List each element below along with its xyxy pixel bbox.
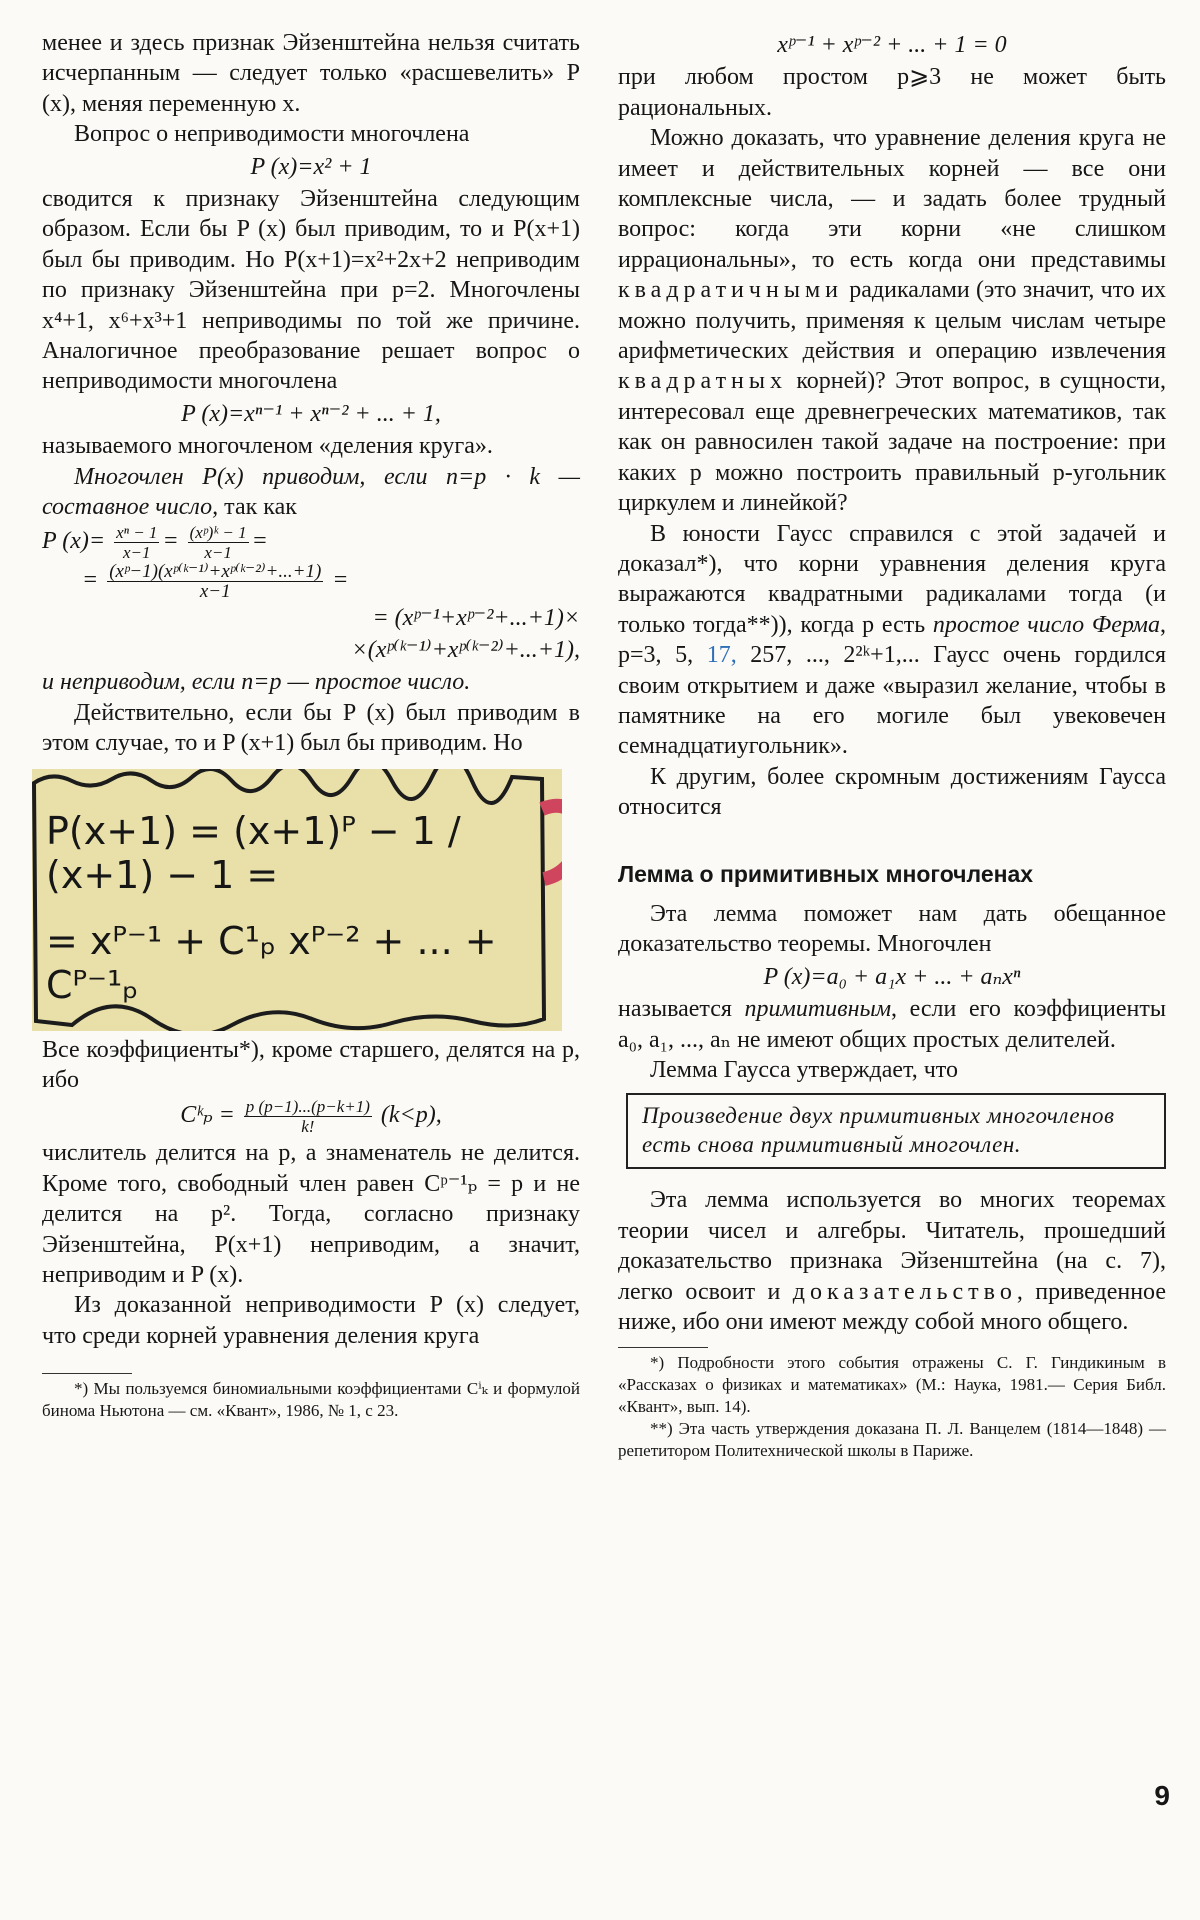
equation-line-3: = (xᵖ⁻¹+xᵖ⁻²+...+1)× [372, 604, 580, 631]
eq-lhs: P (x)= [42, 527, 106, 554]
fraction [188, 523, 249, 562]
paragraph: числитель делится на p, а знаменатель не делится. Кроме того, свободный член равен Cᵖ⁻¹ₚ = p и не делится на p². Тогда, согласно признаку Эйзенштейна, P(x+1) неприводим, а значит, неприводим и P (x). [42, 1140, 580, 1288]
footnote: *) Мы пользуемся биномиальными коэффициентами Cⁱₖ и формулой бинома Ньютона — см. «Квант», 1986, № 1, с 23. [42, 1379, 580, 1421]
fraction-denominator: k! [301, 1117, 315, 1137]
handwritten-line-2: = xᴾ⁻¹ + C¹ₚ xᴾ⁻² + ... + Cᴾ⁻¹ₚ [46, 918, 497, 1007]
fraction-numerator: p (p−1)...(p−k+1) [245, 1097, 370, 1117]
equation-line-2: = $\frac{\text{(xᵖ−1)(xᵖ⁽ᵏ⁻¹⁾+xᵖ⁽ᵏ⁻²⁾+...+1)}}{x-1}$ = [82, 560, 349, 602]
formula: P (x)=x² + 1 [250, 153, 372, 180]
spaced-term: квадратных [618, 368, 788, 395]
fraction-denominator: x−1 [204, 542, 232, 562]
fraction-denominator: x−1 [199, 580, 231, 602]
fermat-term: простое число Ферма [932, 611, 1160, 638]
text: В юности Гаусс справился с этой задачей и доказал*), что корни уравнения деления круга выражаются квадратными радикалами тогда (и только тогда**)), когда p есть [618, 520, 1166, 638]
fraction [114, 523, 159, 562]
theorem-conclusion: и неприводим, если n=p — простое число. [42, 669, 471, 696]
fraction [244, 1097, 372, 1136]
text: , приведенное ниже, ибо они имеют между собой много общего. [618, 1278, 1166, 1336]
handwritten-line-1: P(x+1) = (x+1)ᴾ − 1 / (x+1) − 1 = [46, 808, 461, 897]
handwritten-note [32, 769, 562, 1031]
paragraph: Все коэффициенты*), кроме старшего, делятся на p, ибо [42, 1036, 580, 1093]
lemma-box: Произведение двух примитивных многочленов есть снова примитивный многочлен. [626, 1093, 1166, 1169]
paragraph: Действительно, если бы P (x) был приводим в этом случае, то и P (x+1) был бы приводим. Но [42, 699, 580, 757]
right-column [618, 28, 1166, 1462]
paragraph: Из доказанной неприводимости P (x) следует, что среди корней уравнения деления круга [42, 1292, 580, 1349]
paragraph [618, 123, 1166, 518]
paragraph: называемого многочленом «деления круга». [42, 433, 493, 460]
footnote-rule [42, 1373, 132, 1374]
binomial-formula [42, 1097, 580, 1136]
fraction-numerator: (xᵖ)ᵏ − 1 [189, 522, 247, 542]
formula: P (x)=xⁿ⁻¹ + xⁿ⁻² + ... + 1, [181, 400, 441, 427]
paragraph [618, 1185, 1166, 1337]
text: Эта лемма используется во многих теоремах теории чисел и алгебры. Читатель, прошедший доказательство признака Эйзенштейна (на с. 7), легко освоит и [618, 1187, 1166, 1305]
formula: xᵖ⁻¹ + xᵖ⁻² + ... + 1 = 0 [777, 32, 1007, 58]
footnote: *) Подробности этого события отражены С. Г. Гиндикиным в «Рассказах о физиках и математиках» (М.: Наука, 1981.— Серия Библ. «Квант», вып. 14). [618, 1353, 1166, 1417]
equation-line-4: ×(xᵖ⁽ᵏ⁻¹⁾+xᵖ⁽ᵏ⁻²⁾+...+1), [351, 636, 580, 663]
spaced-term: квадратичными [618, 277, 843, 304]
binom-condition: (k<p), [380, 1102, 442, 1129]
text: 257, ..., 2²ᵏ+1,... Гаусс очень гордился своим открытием и даже «выразил желание, чтобы в памятнике на его могиле был увековечен семнадцатиугольник». [618, 642, 1166, 760]
text: называется [618, 996, 745, 1023]
page-number: 9 [1154, 1780, 1170, 1811]
fraction-numerator: (xᵖ−1)(xᵖ⁽ᵏ⁻¹⁾+xᵖ⁽ᵏ⁻²⁾+...+1) [109, 560, 322, 582]
spaced-term: доказательство [792, 1278, 1017, 1305]
paragraph: Лемма Гаусса утверждает, что [650, 1057, 958, 1083]
text: корней)? Этот вопрос, в сущности, интересовал еще древнегреческих математиков, так как он равносилен такой задаче на построение: при каких p можно построить правильный p-угольник циркулем и линейкой? [618, 368, 1166, 517]
paragraph: К другим, более скромным достижениям Гаусса относится [618, 763, 1166, 821]
formula: P (x)=a₀ + a₁x + ... + aₙxⁿ [763, 963, 1021, 990]
binom-lhs: Cᵏₚ = [180, 1102, 235, 1129]
term: примитивным [744, 996, 892, 1023]
highlighted-number: 17, [706, 642, 737, 669]
text: радикалами (это значит, что их можно получить, применяя к целым числам четыре арифметических действия и операцию извлечения [618, 277, 1166, 365]
fraction [107, 562, 323, 601]
paragraph: при любом простом p⩾3 не может быть рациональных. [618, 64, 1166, 121]
theorem-text: Многочлен P(x) приводим, если n=p · k — составное число, [42, 463, 580, 521]
footnote-rule [618, 1347, 708, 1348]
fraction-numerator: xⁿ − 1 [116, 522, 158, 542]
equation-line-1: P (x)= $\frac{\text{xⁿ − 1}}{x-1}$ = $\frac{\text{(xᵖ)ᵏ − 1}}{x-1}$ = [42, 522, 268, 562]
text: , если его коэффициенты a₀, a₁, ..., aₙ не имеют общих простых делителей. [618, 996, 1166, 1053]
paragraph [618, 994, 1166, 1055]
paragraph: менее и здесь признак Эйзенштейна нельзя считать исчерпанным — следует только «расшевелить» P (x), меняя переменную x. [42, 30, 580, 117]
fraction-denominator: x−1 [122, 542, 151, 562]
left-column [42, 28, 580, 1422]
theorem-tail: так как [218, 494, 297, 521]
paragraph: Эта лемма поможет нам дать обещанное доказательство теоремы. Многочлен [618, 900, 1166, 958]
theorem-statement [42, 462, 580, 523]
paragraph: Вопрос о неприводимости многочлена [74, 121, 470, 148]
paragraph: сводится к признаку Эйзенштейна следующим образом. Если бы P (x) был приводим, то и P(x+1) был бы приводим. Но P(x+1)=x²+2x+2 неприводим по признаку Эйзенштейна при p=2. Многочлены x⁴+1, x⁶+x³+1 неприводимы по той же причине. Аналогичное преобразование решает вопрос о неприводимости многочлена [42, 186, 580, 395]
section-heading: Лемма о примитивных многочленах [618, 860, 1034, 887]
paragraph [618, 519, 1166, 762]
text: , p=3, 5, [618, 611, 1166, 669]
footnote: **) Эта часть утверждения доказана П. Л. Ванцелем (1814—1848) — репетитором Политехнической школы в Париже. [618, 1419, 1166, 1461]
text: Можно доказать, что уравнение деления круга не имеет и действительных корней — все они комплексные числа, — и задать более трудный вопрос: когда эти корни «не слишком иррациональны», то есть когда они представимы [618, 125, 1166, 273]
